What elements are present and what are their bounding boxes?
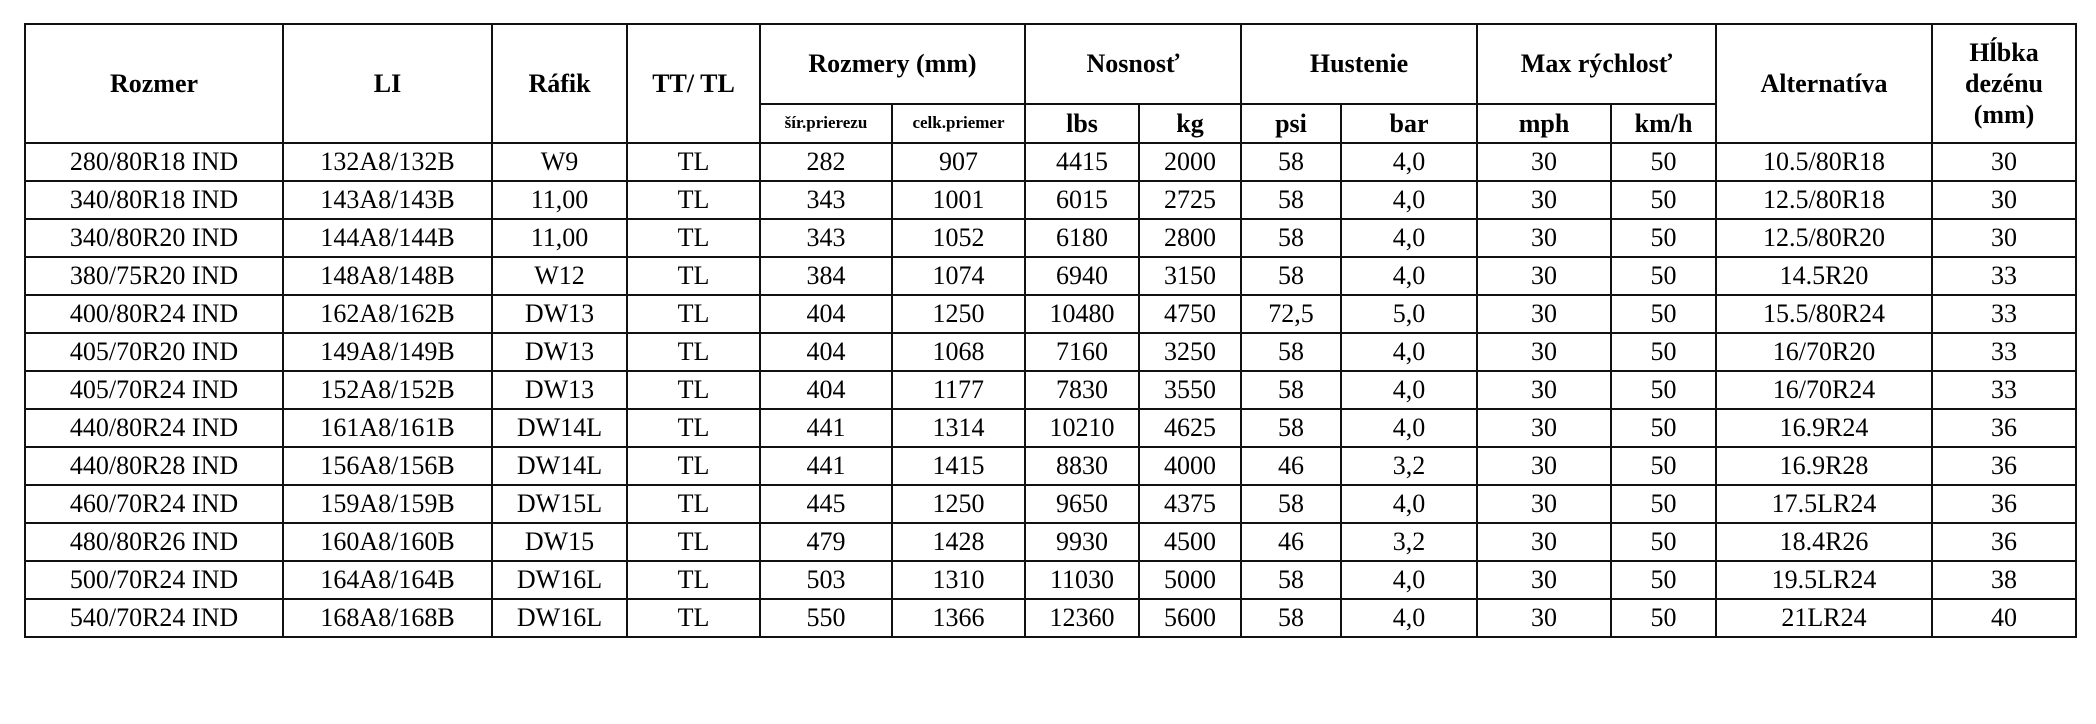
cell-lbs: 6015 xyxy=(1025,181,1139,219)
cell-rozmer: 400/80R24 IND xyxy=(25,295,283,333)
cell-lbs: 10480 xyxy=(1025,295,1139,333)
cell-rozmer: 540/70R24 IND xyxy=(25,599,283,637)
cell-tt-tl: TL xyxy=(627,257,760,295)
header-rafik: Ráfik xyxy=(492,24,627,143)
cell-psi: 58 xyxy=(1241,333,1341,371)
cell-kmh: 50 xyxy=(1611,257,1716,295)
cell-li: 159A8/159B xyxy=(283,485,492,523)
cell-li: 164A8/164B xyxy=(283,561,492,599)
cell-kg: 5600 xyxy=(1139,599,1241,637)
cell-kg: 4625 xyxy=(1139,409,1241,447)
header-hustenie: Hustenie xyxy=(1241,24,1477,104)
cell-rafik: DW13 xyxy=(492,371,627,409)
cell-sir-prierezu: 445 xyxy=(760,485,892,523)
cell-lbs: 9930 xyxy=(1025,523,1139,561)
cell-bar: 5,0 xyxy=(1341,295,1477,333)
cell-psi: 58 xyxy=(1241,561,1341,599)
cell-sir-prierezu: 384 xyxy=(760,257,892,295)
cell-kmh: 50 xyxy=(1611,599,1716,637)
cell-sir-prierezu: 343 xyxy=(760,219,892,257)
header-hlbka-line2: dezénu xyxy=(1965,68,2044,98)
table-row xyxy=(25,523,2076,561)
cell-sir-prierezu: 343 xyxy=(760,181,892,219)
cell-hlbka: 36 xyxy=(1932,523,2076,561)
cell-tt-tl: TL xyxy=(627,561,760,599)
cell-psi: 58 xyxy=(1241,219,1341,257)
table-row xyxy=(25,257,2076,295)
header-sir-prierezu: šír.prierezu xyxy=(760,104,892,143)
header-rozmery: Rozmery (mm) xyxy=(760,24,1025,104)
cell-hlbka: 30 xyxy=(1932,181,2076,219)
cell-rafik: W9 xyxy=(492,143,627,181)
table-row xyxy=(25,561,2076,599)
cell-alternativa: 21LR24 xyxy=(1716,599,1932,637)
cell-li: 143A8/143B xyxy=(283,181,492,219)
cell-celk-priemer: 1250 xyxy=(892,485,1025,523)
header-hlbka-dezenu xyxy=(1932,24,2076,143)
cell-kg: 2725 xyxy=(1139,181,1241,219)
cell-psi: 58 xyxy=(1241,409,1341,447)
cell-li: 132A8/132B xyxy=(283,143,492,181)
cell-tt-tl: TL xyxy=(627,371,760,409)
cell-sir-prierezu: 282 xyxy=(760,143,892,181)
cell-lbs: 10210 xyxy=(1025,409,1139,447)
table-row xyxy=(25,295,2076,333)
table-row xyxy=(25,447,2076,485)
cell-rafik: DW14L xyxy=(492,409,627,447)
cell-celk-priemer: 1001 xyxy=(892,181,1025,219)
cell-alternativa: 17.5LR24 xyxy=(1716,485,1932,523)
cell-li: 161A8/161B xyxy=(283,409,492,447)
cell-mph: 30 xyxy=(1477,599,1611,637)
cell-hlbka: 30 xyxy=(1932,219,2076,257)
cell-psi: 46 xyxy=(1241,447,1341,485)
cell-rafik: DW16L xyxy=(492,599,627,637)
cell-kmh: 50 xyxy=(1611,333,1716,371)
cell-sir-prierezu: 550 xyxy=(760,599,892,637)
cell-sir-prierezu: 479 xyxy=(760,523,892,561)
cell-hlbka: 30 xyxy=(1932,143,2076,181)
cell-rafik: DW13 xyxy=(492,295,627,333)
cell-rozmer: 405/70R24 IND xyxy=(25,371,283,409)
cell-bar: 4,0 xyxy=(1341,371,1477,409)
table-row xyxy=(25,599,2076,637)
cell-hlbka: 33 xyxy=(1932,371,2076,409)
header-alternativa: Alternatíva xyxy=(1716,24,1932,143)
cell-tt-tl: TL xyxy=(627,219,760,257)
cell-bar: 3,2 xyxy=(1341,523,1477,561)
cell-li: 152A8/152B xyxy=(283,371,492,409)
table-row xyxy=(25,219,2076,257)
table-row xyxy=(25,333,2076,371)
cell-psi: 46 xyxy=(1241,523,1341,561)
cell-hlbka: 38 xyxy=(1932,561,2076,599)
cell-celk-priemer: 1074 xyxy=(892,257,1025,295)
cell-bar: 4,0 xyxy=(1341,485,1477,523)
cell-kg: 5000 xyxy=(1139,561,1241,599)
cell-bar: 4,0 xyxy=(1341,561,1477,599)
cell-kmh: 50 xyxy=(1611,485,1716,523)
cell-psi: 72,5 xyxy=(1241,295,1341,333)
cell-tt-tl: TL xyxy=(627,333,760,371)
cell-celk-priemer: 1314 xyxy=(892,409,1025,447)
cell-lbs: 6180 xyxy=(1025,219,1139,257)
cell-bar: 4,0 xyxy=(1341,409,1477,447)
cell-rafik: DW15 xyxy=(492,523,627,561)
cell-celk-priemer: 1068 xyxy=(892,333,1025,371)
cell-kg: 4750 xyxy=(1139,295,1241,333)
cell-lbs: 11030 xyxy=(1025,561,1139,599)
cell-alternativa: 16/70R20 xyxy=(1716,333,1932,371)
cell-rozmer: 280/80R18 IND xyxy=(25,143,283,181)
cell-tt-tl: TL xyxy=(627,143,760,181)
cell-celk-priemer: 1177 xyxy=(892,371,1025,409)
header-rozmer: Rozmer xyxy=(25,24,283,143)
cell-lbs: 4415 xyxy=(1025,143,1139,181)
cell-kg: 2000 xyxy=(1139,143,1241,181)
cell-rozmer: 480/80R26 IND xyxy=(25,523,283,561)
cell-alternativa: 16/70R24 xyxy=(1716,371,1932,409)
header-mph: mph xyxy=(1477,104,1611,143)
cell-sir-prierezu: 441 xyxy=(760,409,892,447)
cell-kmh: 50 xyxy=(1611,143,1716,181)
cell-kg: 3150 xyxy=(1139,257,1241,295)
cell-tt-tl: TL xyxy=(627,409,760,447)
cell-psi: 58 xyxy=(1241,181,1341,219)
cell-hlbka: 40 xyxy=(1932,599,2076,637)
cell-kmh: 50 xyxy=(1611,447,1716,485)
cell-psi: 58 xyxy=(1241,599,1341,637)
table-row xyxy=(25,485,2076,523)
cell-hlbka: 33 xyxy=(1932,257,2076,295)
cell-li: 144A8/144B xyxy=(283,219,492,257)
cell-alternativa: 15.5/80R24 xyxy=(1716,295,1932,333)
cell-hlbka: 33 xyxy=(1932,333,2076,371)
cell-rozmer: 340/80R20 IND xyxy=(25,219,283,257)
header-max-rychlost: Max rýchlosť xyxy=(1477,24,1716,104)
cell-rozmer: 405/70R20 IND xyxy=(25,333,283,371)
table-row xyxy=(25,181,2076,219)
cell-alternativa: 16.9R24 xyxy=(1716,409,1932,447)
header-celk-priemer: celk.priemer xyxy=(892,104,1025,143)
cell-hlbka: 36 xyxy=(1932,409,2076,447)
cell-li: 168A8/168B xyxy=(283,599,492,637)
cell-lbs: 12360 xyxy=(1025,599,1139,637)
cell-mph: 30 xyxy=(1477,447,1611,485)
cell-celk-priemer: 1250 xyxy=(892,295,1025,333)
cell-bar: 4,0 xyxy=(1341,143,1477,181)
cell-tt-tl: TL xyxy=(627,485,760,523)
tire-spec-table xyxy=(24,23,2077,638)
header-kg: kg xyxy=(1139,104,1241,143)
cell-alternativa: 18.4R26 xyxy=(1716,523,1932,561)
cell-mph: 30 xyxy=(1477,485,1611,523)
cell-sir-prierezu: 503 xyxy=(760,561,892,599)
cell-psi: 58 xyxy=(1241,257,1341,295)
cell-mph: 30 xyxy=(1477,181,1611,219)
cell-psi: 58 xyxy=(1241,371,1341,409)
cell-alternativa: 12.5/80R20 xyxy=(1716,219,1932,257)
cell-li: 162A8/162B xyxy=(283,295,492,333)
cell-sir-prierezu: 404 xyxy=(760,371,892,409)
cell-rafik: 11,00 xyxy=(492,181,627,219)
cell-mph: 30 xyxy=(1477,561,1611,599)
cell-kmh: 50 xyxy=(1611,295,1716,333)
cell-mph: 30 xyxy=(1477,371,1611,409)
cell-kg: 3550 xyxy=(1139,371,1241,409)
cell-rafik: W12 xyxy=(492,257,627,295)
cell-psi: 58 xyxy=(1241,143,1341,181)
cell-lbs: 7160 xyxy=(1025,333,1139,371)
cell-tt-tl: TL xyxy=(627,295,760,333)
cell-kg: 4375 xyxy=(1139,485,1241,523)
cell-kmh: 50 xyxy=(1611,219,1716,257)
cell-alternativa: 10.5/80R18 xyxy=(1716,143,1932,181)
cell-hlbka: 36 xyxy=(1932,485,2076,523)
cell-celk-priemer: 907 xyxy=(892,143,1025,181)
cell-alternativa: 16.9R28 xyxy=(1716,447,1932,485)
cell-rafik: DW14L xyxy=(492,447,627,485)
cell-lbs: 7830 xyxy=(1025,371,1139,409)
cell-li: 156A8/156B xyxy=(283,447,492,485)
cell-kmh: 50 xyxy=(1611,523,1716,561)
cell-rafik: DW13 xyxy=(492,333,627,371)
header-hlbka-line3: (mm) xyxy=(1973,100,2035,130)
cell-hlbka: 33 xyxy=(1932,295,2076,333)
cell-mph: 30 xyxy=(1477,257,1611,295)
header-kmh: km/h xyxy=(1611,104,1716,143)
cell-alternativa: 14.5R20 xyxy=(1716,257,1932,295)
cell-kg: 4500 xyxy=(1139,523,1241,561)
cell-rozmer: 380/75R20 IND xyxy=(25,257,283,295)
cell-kg: 4000 xyxy=(1139,447,1241,485)
cell-bar: 4,0 xyxy=(1341,599,1477,637)
cell-kmh: 50 xyxy=(1611,181,1716,219)
header-li: LI xyxy=(283,24,492,143)
cell-celk-priemer: 1052 xyxy=(892,219,1025,257)
header-tt-tl: TT/ TL xyxy=(627,24,760,143)
cell-lbs: 6940 xyxy=(1025,257,1139,295)
cell-sir-prierezu: 404 xyxy=(760,295,892,333)
cell-bar: 4,0 xyxy=(1341,219,1477,257)
cell-mph: 30 xyxy=(1477,409,1611,447)
cell-sir-prierezu: 441 xyxy=(760,447,892,485)
cell-mph: 30 xyxy=(1477,219,1611,257)
cell-kg: 2800 xyxy=(1139,219,1241,257)
cell-mph: 30 xyxy=(1477,295,1611,333)
header-psi: psi xyxy=(1241,104,1341,143)
header-nosnost: Nosnosť xyxy=(1025,24,1241,104)
cell-mph: 30 xyxy=(1477,333,1611,371)
cell-lbs: 9650 xyxy=(1025,485,1139,523)
cell-mph: 30 xyxy=(1477,143,1611,181)
table-row xyxy=(25,409,2076,447)
cell-tt-tl: TL xyxy=(627,447,760,485)
cell-li: 149A8/149B xyxy=(283,333,492,371)
cell-rozmer: 460/70R24 IND xyxy=(25,485,283,523)
cell-kg: 3250 xyxy=(1139,333,1241,371)
header-hlbka-line1: Hĺbka xyxy=(1969,37,2039,67)
cell-mph: 30 xyxy=(1477,523,1611,561)
cell-tt-tl: TL xyxy=(627,523,760,561)
cell-rozmer: 440/80R24 IND xyxy=(25,409,283,447)
cell-rozmer: 440/80R28 IND xyxy=(25,447,283,485)
cell-rozmer: 500/70R24 IND xyxy=(25,561,283,599)
cell-tt-tl: TL xyxy=(627,181,760,219)
table-row xyxy=(25,143,2076,181)
cell-rafik: 11,00 xyxy=(492,219,627,257)
cell-li: 160A8/160B xyxy=(283,523,492,561)
cell-alternativa: 12.5/80R18 xyxy=(1716,181,1932,219)
cell-psi: 58 xyxy=(1241,485,1341,523)
cell-alternativa: 19.5LR24 xyxy=(1716,561,1932,599)
cell-tt-tl: TL xyxy=(627,599,760,637)
cell-bar: 3,2 xyxy=(1341,447,1477,485)
cell-rafik: DW15L xyxy=(492,485,627,523)
header-lbs: lbs xyxy=(1025,104,1139,143)
header-bar: bar xyxy=(1341,104,1477,143)
cell-rozmer: 340/80R18 IND xyxy=(25,181,283,219)
cell-kmh: 50 xyxy=(1611,409,1716,447)
cell-rafik: DW16L xyxy=(492,561,627,599)
cell-bar: 4,0 xyxy=(1341,257,1477,295)
cell-bar: 4,0 xyxy=(1341,181,1477,219)
cell-lbs: 8830 xyxy=(1025,447,1139,485)
cell-bar: 4,0 xyxy=(1341,333,1477,371)
cell-celk-priemer: 1366 xyxy=(892,599,1025,637)
cell-kmh: 50 xyxy=(1611,561,1716,599)
cell-celk-priemer: 1428 xyxy=(892,523,1025,561)
table-body xyxy=(25,143,2076,637)
cell-kmh: 50 xyxy=(1611,371,1716,409)
cell-celk-priemer: 1310 xyxy=(892,561,1025,599)
cell-hlbka: 36 xyxy=(1932,447,2076,485)
cell-li: 148A8/148B xyxy=(283,257,492,295)
table-row xyxy=(25,371,2076,409)
cell-celk-priemer: 1415 xyxy=(892,447,1025,485)
cell-sir-prierezu: 404 xyxy=(760,333,892,371)
